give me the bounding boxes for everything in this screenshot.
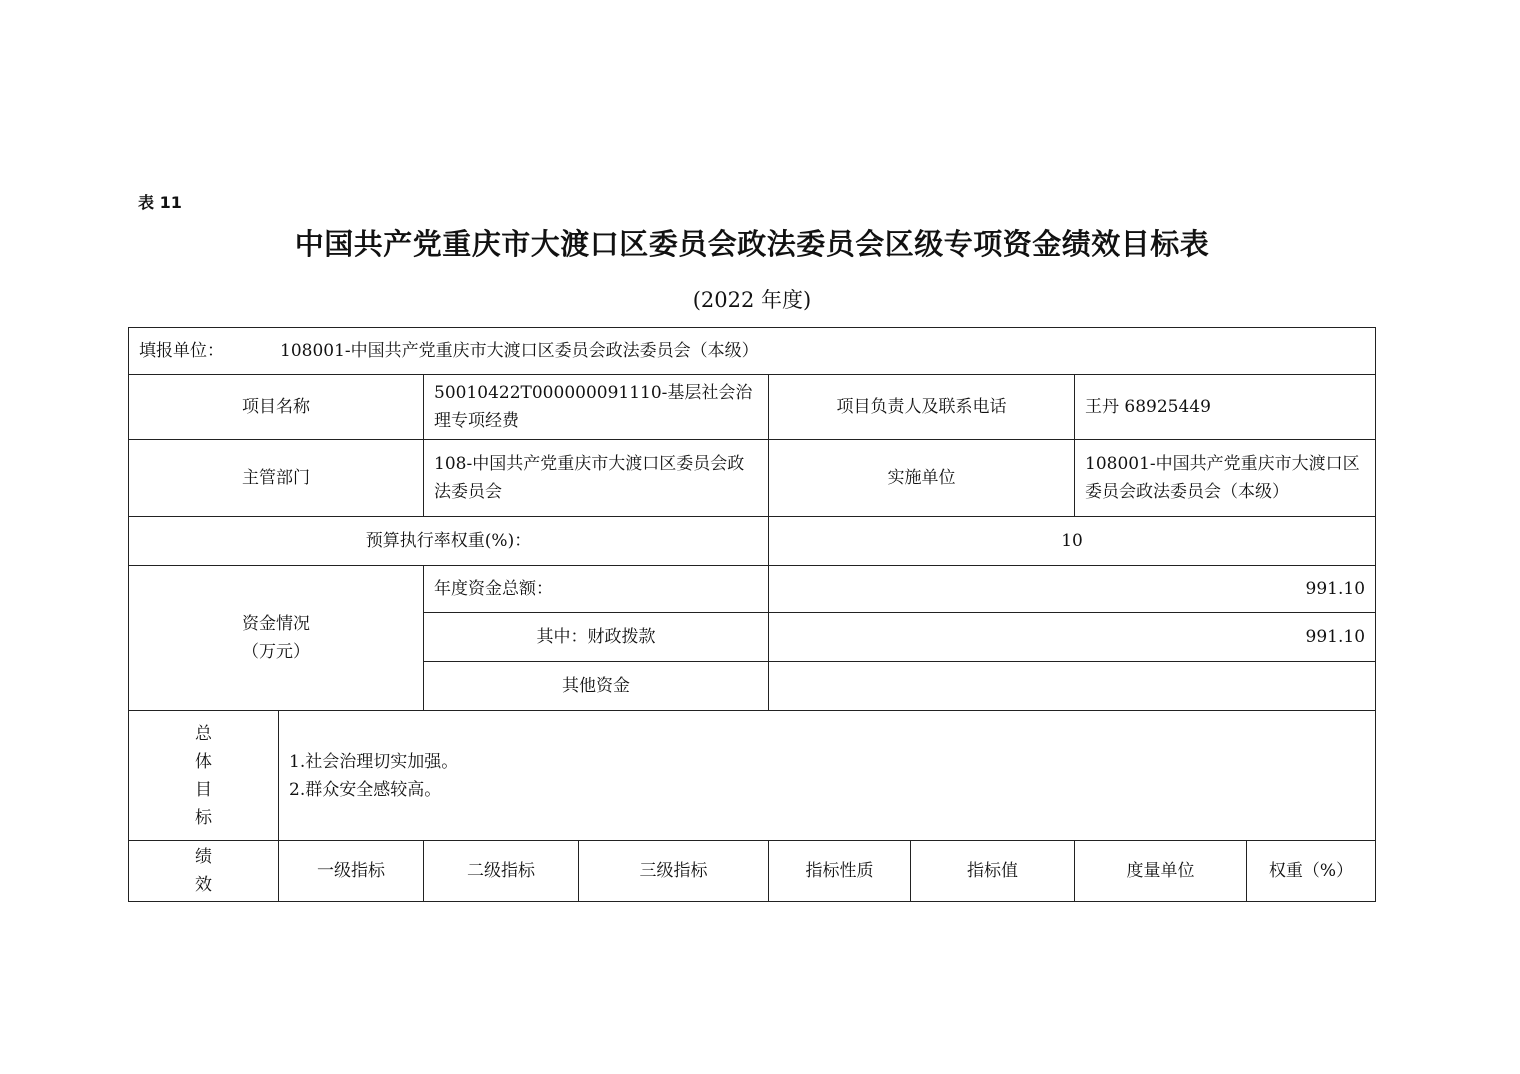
- overall-goal-char: 总: [195, 723, 212, 744]
- funds-label-line1: 资金情况: [242, 614, 310, 634]
- header-weight: 权重（%）: [1247, 841, 1376, 902]
- overall-goal-item: 2.群众安全感较高。: [289, 779, 442, 800]
- overall-goal-item: 1.社会治理切实加强。: [289, 751, 459, 772]
- table-number: 表 11: [138, 193, 182, 212]
- budget-rate-label: 预算执行率权重(%)：: [129, 517, 769, 566]
- budget-rate-row: [129, 517, 1376, 566]
- project-name-row: [129, 375, 1376, 440]
- department-label: 主管部门: [129, 440, 424, 517]
- funds-fiscal-label: 其中：财政拨款: [424, 613, 769, 662]
- overall-goal-char: 标: [195, 807, 212, 828]
- overall-goal-label: [129, 711, 279, 841]
- project-contact-value: 王丹 68925449: [1075, 375, 1376, 440]
- implementing-unit-label: 实施单位: [769, 440, 1075, 517]
- funds-total-value: 991.10: [769, 566, 1376, 613]
- overall-goal-char: 体: [195, 751, 212, 772]
- header-measure-unit: 度量单位: [1075, 841, 1247, 902]
- implementing-unit-value: 108001-中国共产党重庆市大渡口区委员会政法委员会（本级）: [1075, 440, 1376, 517]
- indicator-header-row: [129, 841, 1376, 902]
- performance-label: [129, 841, 279, 902]
- funds-label: [129, 566, 424, 711]
- funds-total-label: 年度资金总额：: [424, 566, 769, 613]
- department-row: [129, 440, 1376, 517]
- funds-other-label: 其他资金: [424, 662, 769, 711]
- reporting-unit-row: [129, 328, 1376, 375]
- performance-char: 绩: [195, 847, 212, 867]
- funds-fiscal-value: 991.10: [769, 613, 1376, 662]
- header-indicator-nature: 指标性质: [769, 841, 911, 902]
- funds-other-value: [769, 662, 1376, 711]
- budget-rate-value: 10: [769, 517, 1376, 566]
- project-contact-label: 项目负责人及联系电话: [769, 375, 1075, 440]
- project-name-value: 50010422T000000091110-基层社会治理专项经费: [424, 375, 769, 440]
- header-level2-indicator: 二级指标: [424, 841, 579, 902]
- department-value: 108-中国共产党重庆市大渡口区委员会政法委员会: [424, 440, 769, 517]
- year-subtitle: (2022 年度): [692, 288, 812, 312]
- overall-goal-char: 目: [195, 779, 212, 800]
- reporting-unit-value: 108001-中国共产党重庆市大渡口区委员会政法委员会（本级）: [280, 341, 759, 361]
- project-name-label: 项目名称: [129, 375, 424, 440]
- page-title: 中国共产党重庆市大渡口区委员会政法委员会区级专项资金绩效目标表: [294, 227, 1210, 261]
- funds-total-row: [129, 566, 1376, 613]
- overall-goal-row: [129, 711, 1376, 841]
- funds-label-line2: （万元）: [242, 642, 310, 662]
- header-level1-indicator: 一级指标: [279, 841, 424, 902]
- header-indicator-value: 指标值: [911, 841, 1075, 902]
- header-level3-indicator: 三级指标: [579, 841, 769, 902]
- performance-char: 效: [195, 875, 212, 895]
- performance-goal-table: [128, 327, 1376, 902]
- overall-goal-content: [279, 711, 1376, 841]
- reporting-unit-label: 填报单位：: [139, 341, 224, 361]
